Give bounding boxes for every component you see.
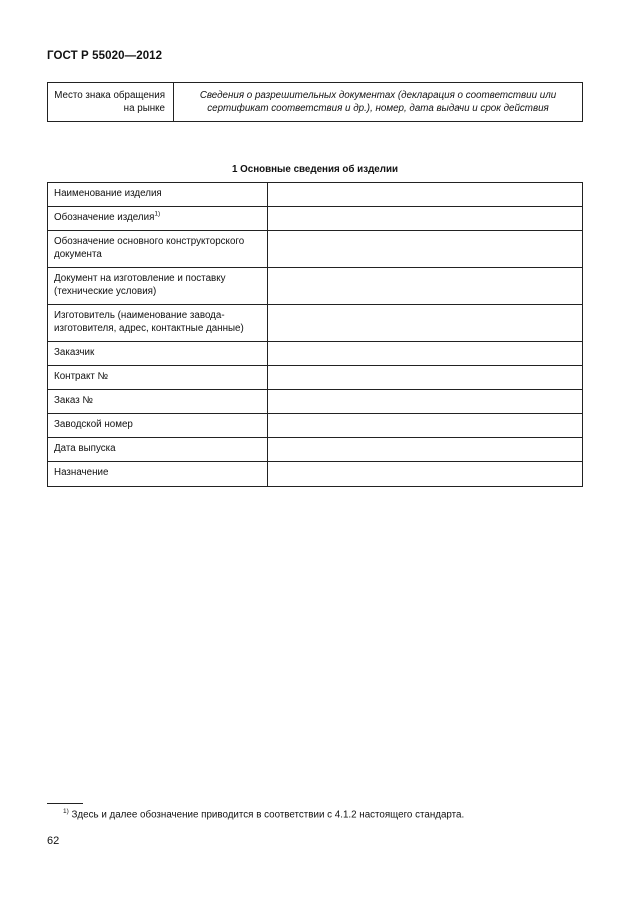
row-value <box>268 207 583 231</box>
market-mark-cell: Место знака обращения на рынке <box>48 83 174 121</box>
footnote-divider <box>47 803 83 804</box>
row-label: Наименование изделия <box>48 183 268 207</box>
document-header-title: ГОСТ Р 55020—2012 <box>47 50 163 62</box>
table-row <box>48 207 583 231</box>
row-value <box>268 305 583 342</box>
row-label: Заказ № <box>48 390 268 414</box>
table-row <box>48 305 583 342</box>
table-row <box>48 390 583 414</box>
permits-info-cell: Сведения о разрешительных документах (декларация о соответствии или сертификат соответствия и др.), номер, дата выдачи и срок действия <box>199 90 557 114</box>
table-row <box>48 268 583 305</box>
table-row <box>48 438 583 462</box>
footnote <box>63 808 464 820</box>
table-row <box>48 414 583 438</box>
table-row <box>48 366 583 390</box>
row-value <box>268 183 583 207</box>
row-value <box>268 390 583 414</box>
table-row <box>48 231 583 268</box>
row-value <box>268 414 583 438</box>
table-row <box>48 462 583 487</box>
row-label: Заказчик <box>48 342 268 366</box>
row-label-text: Обозначение изделия <box>54 212 155 223</box>
table-row <box>48 342 583 366</box>
marking-info-table <box>47 82 583 122</box>
section-title: 1 Основные сведения об изделии <box>231 164 399 175</box>
footnote-text: Здесь и далее обозначение приводится в соответствии с 4.1.2 настоящего стандарта. <box>71 809 465 821</box>
row-label: Обозначение основного конструкторского документа <box>48 231 268 268</box>
row-label: Дата выпуска <box>48 438 268 462</box>
product-info-table <box>47 182 583 487</box>
row-value <box>268 438 583 462</box>
row-value <box>268 342 583 366</box>
row-label: Заводской номер <box>48 414 268 438</box>
row-value <box>268 268 583 305</box>
row-label: Изготовитель (наименование завода-изготовителя, адрес, контактные данные) <box>48 305 268 342</box>
row-label: Контракт № <box>48 366 268 390</box>
page-number: 62 <box>47 835 60 847</box>
row-value <box>268 366 583 390</box>
footnote-marker: 1) <box>63 808 69 815</box>
row-label: Назначение <box>48 462 268 487</box>
footnote-ref: 1) <box>154 210 161 218</box>
row-label <box>48 207 268 231</box>
row-value <box>268 462 583 487</box>
row-value <box>268 231 583 268</box>
row-label: Документ на изготовление и поставку (технические условия) <box>48 268 268 305</box>
table-row <box>48 183 583 207</box>
